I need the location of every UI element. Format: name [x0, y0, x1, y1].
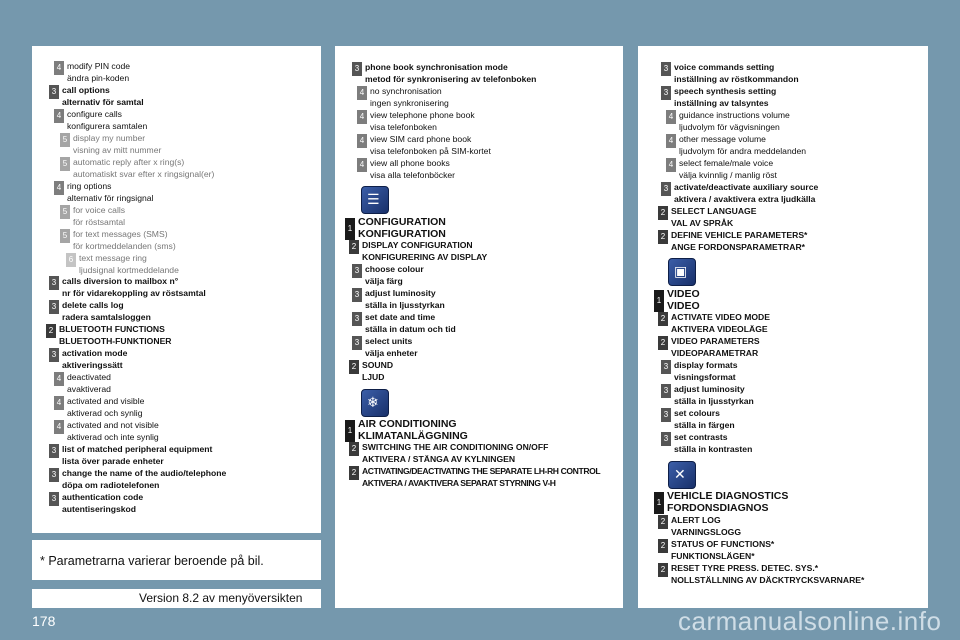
- menu-item-text: [667, 288, 700, 312]
- menu-item-english: voice commands setting: [674, 62, 775, 72]
- menu-item-english: SELECT LANGUAGE: [671, 206, 757, 216]
- menu-item-text: [370, 158, 455, 181]
- level-badge: 2: [658, 206, 668, 220]
- level-badge: 4: [357, 134, 367, 148]
- level-badge: 3: [352, 312, 362, 326]
- menu-item: [658, 515, 741, 538]
- menu-item-text: [358, 418, 468, 442]
- level-badge: 2: [349, 240, 359, 254]
- menu-item-swedish: aktiverad och synlig: [67, 407, 143, 418]
- menu-item-swedish: automatiskt svar efter x ringsignal(er): [73, 168, 215, 179]
- menu-item: [666, 134, 806, 157]
- menu-item: [349, 466, 600, 489]
- menu-item-english: SOUND: [362, 360, 394, 370]
- menu-item-english: select female/male voice: [679, 158, 774, 168]
- menu-item-english: display formats: [674, 360, 738, 370]
- level-badge: 4: [666, 158, 676, 172]
- menu-item-text: [671, 336, 760, 359]
- menu-item-text: [679, 134, 806, 157]
- menu-item-text: [67, 420, 159, 443]
- menu-item-english: activate/deactivate auxiliary source: [674, 182, 819, 192]
- menu-item: [661, 408, 735, 431]
- menu-item: [352, 288, 445, 311]
- menu-item-swedish: FORDONSDIAGNOS: [667, 502, 769, 514]
- menu-item: [352, 336, 418, 359]
- level-badge: 1: [345, 218, 355, 240]
- level-badge: 4: [357, 86, 367, 100]
- level-badge: 1: [654, 492, 664, 514]
- menu-item: [658, 563, 864, 586]
- level-badge: 6: [66, 253, 76, 267]
- menu-item-swedish: inställning av röstkommandon: [674, 73, 799, 84]
- menu-item-english: choose colour: [365, 264, 424, 274]
- menu-item-english: text message ring: [79, 253, 147, 263]
- level-badge: 3: [661, 62, 671, 76]
- menu-item-english: set date and time: [365, 312, 436, 322]
- menu-item-swedish: ingen synkronisering: [370, 97, 449, 108]
- menu-item-english: configure calls: [67, 109, 122, 119]
- menu-item-text: [674, 182, 818, 205]
- menu-item-swedish: ljudvolym för andra meddelanden: [679, 145, 807, 156]
- menu-item: [661, 182, 818, 205]
- menu-item-english: speech synthesis setting: [674, 86, 777, 96]
- menu-item-english: VEHICLE DIAGNOSTICS: [667, 490, 789, 502]
- menu-item: [666, 110, 790, 133]
- level-badge: 2: [658, 563, 668, 577]
- menu-item-swedish: BLUETOOTH-FUNKTIONER: [59, 335, 172, 346]
- level-badge: 2: [658, 336, 668, 350]
- menu-item-swedish: visa telefonboken: [370, 121, 437, 132]
- menu-item-swedish: välja kvinnlig / manlig röst: [679, 169, 777, 180]
- menu-item-swedish: metod för synkronisering av telefonboken: [365, 73, 537, 84]
- menu-item-text: [365, 312, 456, 335]
- menu-item-text: [365, 288, 445, 311]
- menu-item: [352, 312, 456, 335]
- menu-item-swedish: ANGE FORDONSPARAMETRAR*: [671, 241, 805, 252]
- menu-item: [49, 492, 143, 515]
- level-badge: 3: [661, 182, 671, 196]
- menu-item-english: view SIM card phone book: [370, 134, 472, 144]
- menu-item: [349, 360, 393, 383]
- menu-item: [349, 442, 548, 465]
- menu-item: [661, 384, 754, 407]
- level-badge: 3: [49, 444, 59, 458]
- menu-item-swedish: NOLLSTÄLLNING AV DÄCKTRYCKSVARNARE*: [671, 574, 865, 585]
- menu-item-english: select units: [365, 336, 413, 346]
- menu-item-text: [365, 264, 424, 287]
- menu-item-english: ALERT LOG: [671, 515, 721, 525]
- menu-item: [658, 206, 756, 229]
- menu-item-swedish: LJUD: [362, 371, 385, 382]
- menu-item-english: ring options: [67, 181, 112, 191]
- menu-item: [54, 396, 144, 419]
- menu-item-swedish: ställa in ljusstyrkan: [674, 395, 754, 406]
- menu-item-english: activation mode: [62, 348, 128, 358]
- menu-item: [352, 62, 536, 85]
- level-badge: 3: [661, 86, 671, 100]
- menu-item-swedish: nr för vidarekoppling av röstsamtal: [62, 287, 206, 298]
- menu-item: [357, 86, 449, 109]
- menu-item-swedish: för kortmeddelanden (sms): [73, 240, 176, 251]
- menu-item: [345, 418, 468, 442]
- menu-item-text: [365, 336, 418, 359]
- menu-item-english: display my number: [73, 133, 146, 143]
- menu-item-english: RESET TYRE PRESS. DETEC. SYS.*: [671, 563, 819, 573]
- version-footer: Version 8.2 av menyöversikten: [139, 591, 303, 605]
- menu-item-text: [671, 312, 770, 335]
- menu-item-text: [679, 110, 790, 133]
- level-badge: 2: [658, 515, 668, 529]
- menu-item-text: [67, 396, 144, 419]
- menu-item-english: automatic reply after x ring(s): [73, 157, 185, 167]
- menu-item-text: [79, 253, 179, 276]
- menu-item: [49, 300, 151, 323]
- menu-item-text: [362, 240, 487, 263]
- menu-item-swedish: konfigurera samtalen: [67, 120, 148, 131]
- menu-item-english: VIDEO PARAMETERS: [671, 336, 760, 346]
- menu-item-english: no synchronisation: [370, 86, 442, 96]
- menu-item-text: [62, 300, 151, 323]
- level-badge: 1: [654, 290, 664, 312]
- menu-item-text: [358, 216, 446, 240]
- menu-item-text: [370, 86, 449, 109]
- menu-item: [654, 288, 700, 312]
- menu-item: [349, 240, 487, 263]
- menu-item-text: [674, 86, 776, 109]
- menu-item-english: authentication code: [62, 492, 144, 502]
- menu-item-text: [674, 62, 799, 85]
- menu-item-swedish: för röstsamtal: [73, 216, 126, 227]
- menu-item: [352, 264, 424, 287]
- menu-item-swedish: aktiveringssätt: [62, 359, 123, 370]
- menu-item-text: [671, 539, 774, 562]
- menu-item-swedish: aktivera / avaktivera extra ljudkälla: [674, 193, 816, 204]
- level-badge: 4: [666, 110, 676, 124]
- menu-item-text: [671, 230, 807, 253]
- menu-item-text: [62, 348, 127, 371]
- menu-item-text: [73, 157, 214, 180]
- menu-item: [54, 372, 111, 395]
- level-badge: 2: [46, 324, 56, 338]
- level-badge: 4: [54, 181, 64, 195]
- menu-item-text: [59, 324, 172, 347]
- menu-item-english: view all phone books: [370, 158, 450, 168]
- menu-item-text: [671, 563, 864, 586]
- menu-item-english: list of matched peripheral equipment: [62, 444, 213, 454]
- settings-icon: ☰: [361, 186, 389, 214]
- menu-item-swedish: VIDEOPARAMETRAR: [671, 347, 759, 358]
- menu-item-swedish: ställa in kontrasten: [674, 443, 753, 454]
- menu-item-text: [362, 442, 548, 465]
- level-badge: 2: [658, 312, 668, 326]
- menu-item-text: [667, 490, 788, 514]
- menu-item-text: [73, 133, 161, 156]
- page-number: 178: [32, 613, 56, 629]
- menu-item-swedish: visning av mitt nummer: [73, 144, 162, 155]
- menu-item-english: STATUS OF FUNCTIONS*: [671, 539, 775, 549]
- menu-item-english: set colours: [674, 408, 720, 418]
- menu-item: [654, 490, 788, 514]
- menu-item-english: activated and visible: [67, 396, 145, 406]
- level-badge: 4: [357, 110, 367, 124]
- menu-item: [661, 360, 738, 383]
- menu-item-english: BLUETOOTH FUNCTIONS: [59, 324, 165, 334]
- menu-item: [60, 229, 176, 252]
- menu-item-english: adjust luminosity: [674, 384, 745, 394]
- level-badge: 4: [54, 61, 64, 75]
- level-badge: 2: [349, 442, 359, 456]
- menu-item-swedish: aktiverad och inte synlig: [67, 431, 159, 442]
- menu-item: [658, 312, 770, 335]
- air-conditioning-icon: ❄: [361, 389, 389, 417]
- menu-item-swedish: VARNINGSLOGG: [671, 526, 742, 537]
- menu-item-text: [62, 85, 144, 108]
- menu-item-swedish: ljudsignal kortmeddelande: [79, 264, 179, 275]
- menu-item-english: deactivated: [67, 372, 111, 382]
- video-icon: ▣: [668, 258, 696, 286]
- menu-item-swedish: visa alla telefonböcker: [370, 169, 456, 180]
- menu-item-swedish: avaktiverad: [67, 383, 111, 394]
- menu-item: [661, 62, 799, 85]
- watermark: carmanualsonline.info: [678, 606, 942, 636]
- menu-item-swedish: visningsformat: [674, 371, 736, 382]
- menu-item-english: set contrasts: [674, 432, 728, 442]
- level-badge: 3: [352, 336, 362, 350]
- level-badge: 4: [54, 109, 64, 123]
- level-badge: 3: [661, 360, 671, 374]
- level-badge: 3: [661, 384, 671, 398]
- menu-item: [658, 539, 774, 562]
- menu-item-english: phone book synchronisation mode: [365, 62, 508, 72]
- level-badge: 4: [357, 158, 367, 172]
- menu-item-text: [370, 134, 491, 157]
- menu-item-swedish: AKTIVERA / AVAKTIVERA SEPARAT STYRNING V-H: [362, 477, 556, 488]
- level-badge: 3: [49, 468, 59, 482]
- menu-item-english: ACTIVATING/DEACTIVATING THE SEPARATE LH-RH CONTROL: [362, 466, 601, 476]
- menu-item: [46, 324, 172, 347]
- tools-icon: ✕: [668, 461, 696, 489]
- menu-item-swedish: KONFIGURATION: [358, 228, 446, 240]
- menu-item-english: change the name of the audio/telephone: [62, 468, 227, 478]
- level-badge: 2: [349, 360, 359, 374]
- menu-item-swedish: välja färg: [365, 275, 403, 286]
- menu-item: [54, 109, 147, 132]
- level-badge: 2: [658, 230, 668, 244]
- menu-item-swedish: visa telefonboken på SIM-kortet: [370, 145, 491, 156]
- menu-item-text: [370, 110, 475, 133]
- menu-item-english: view telephone phone book: [370, 110, 475, 120]
- level-badge: 3: [352, 288, 362, 302]
- menu-item-swedish: AKTIVERA / STÄNGA AV KYLNINGEN: [362, 453, 516, 464]
- menu-item-text: [362, 360, 393, 383]
- level-badge: 4: [54, 372, 64, 386]
- menu-item-english: SWITCHING THE AIR CONDITIONING ON/OFF: [362, 442, 549, 452]
- menu-item-swedish: FUNKTIONSLÄGEN*: [671, 550, 755, 561]
- menu-item: [49, 85, 144, 108]
- menu-item-text: [67, 181, 153, 204]
- menu-item-text: [67, 61, 130, 84]
- menu-item-swedish: alternativ för samtal: [62, 96, 144, 107]
- menu-item-text: [365, 62, 536, 85]
- menu-item-swedish: VIDEO: [667, 300, 700, 312]
- menu-item-text: [62, 492, 143, 515]
- menu-item-swedish: välja enheter: [365, 347, 418, 358]
- menu-item-english: other message volume: [679, 134, 766, 144]
- menu-item-english: calls diversion to mailbox n°: [62, 276, 179, 286]
- menu-item: [658, 230, 807, 253]
- menu-item-swedish: ställa in färgen: [674, 419, 735, 430]
- menu-item-swedish: alternativ för ringsignal: [67, 192, 154, 203]
- menu-item: [49, 444, 212, 467]
- menu-item-text: [671, 515, 741, 538]
- level-badge: 4: [54, 396, 64, 410]
- menu-item-text: [73, 205, 125, 228]
- menu-item-text: [62, 276, 206, 299]
- menu-item-swedish: AKTIVERA VIDEOLÄGE: [671, 323, 768, 334]
- level-badge: 5: [60, 229, 70, 243]
- level-badge: 2: [658, 539, 668, 553]
- menu-item: [49, 468, 226, 491]
- menu-item-text: [671, 206, 756, 229]
- menu-item: [49, 348, 127, 371]
- menu-item-english: DISPLAY CONFIGURATION: [362, 240, 473, 250]
- menu-item: [658, 336, 760, 359]
- menu-item-swedish: ljudvolym för vägvisningen: [679, 121, 780, 132]
- level-badge: 2: [349, 466, 359, 480]
- menu-item-english: VIDEO: [667, 288, 700, 300]
- menu-item-swedish: VAL AV SPRÅK: [671, 217, 734, 228]
- menu-item: [345, 216, 446, 240]
- menu-item-english: for voice calls: [73, 205, 126, 215]
- menu-item-swedish: ställa in ljusstyrkan: [365, 299, 445, 310]
- menu-item-english: AIR CONDITIONING: [358, 418, 457, 430]
- menu-item-text: [362, 466, 600, 489]
- menu-item-text: [62, 468, 226, 491]
- menu-item-text: [67, 109, 147, 132]
- menu-item-swedish: döpa om radiotelefonen: [62, 479, 160, 490]
- menu-item: [60, 157, 214, 180]
- menu-item-swedish: ändra pin-koden: [67, 72, 130, 83]
- level-badge: 4: [54, 420, 64, 434]
- menu-item-english: modify PIN code: [67, 61, 131, 71]
- menu-item: [60, 205, 125, 228]
- menu-item-swedish: radera samtalsloggen: [62, 311, 151, 322]
- level-badge: 3: [661, 432, 671, 446]
- menu-item-swedish: ställa in datum och tid: [365, 323, 456, 334]
- parameters-note: * Parametrarna varierar beroende på bil.: [40, 554, 264, 568]
- level-badge: 1: [345, 420, 355, 442]
- menu-item-swedish: lista över parade enheter: [62, 455, 164, 466]
- level-badge: 4: [666, 134, 676, 148]
- level-badge: 3: [352, 264, 362, 278]
- menu-item-text: [73, 229, 176, 252]
- menu-item: [357, 134, 491, 157]
- menu-item-text: [679, 158, 777, 181]
- level-badge: 3: [49, 492, 59, 506]
- menu-item-swedish: autentiseringskod: [62, 503, 137, 514]
- menu-item-english: ACTIVATE VIDEO MODE: [671, 312, 770, 322]
- level-badge: 5: [60, 133, 70, 147]
- level-badge: 3: [49, 276, 59, 290]
- menu-item: [60, 133, 161, 156]
- menu-item-text: [67, 372, 111, 395]
- menu-item-english: DEFINE VEHICLE PARAMETERS*: [671, 230, 808, 240]
- menu-item-english: guidance instructions volume: [679, 110, 790, 120]
- menu-item-english: call options: [62, 85, 110, 95]
- menu-item: [49, 276, 206, 299]
- menu-item: [54, 61, 130, 84]
- menu-item-swedish: KLIMATANLÄGGNING: [358, 430, 468, 442]
- level-badge: 3: [352, 62, 362, 76]
- menu-item-text: [674, 408, 735, 431]
- menu-item: [66, 253, 179, 276]
- level-badge: 5: [60, 157, 70, 171]
- menu-item: [357, 110, 475, 133]
- menu-item: [54, 181, 153, 204]
- menu-item: [357, 158, 455, 181]
- menu-item-text: [62, 444, 212, 467]
- menu-item-text: [674, 432, 752, 455]
- menu-item: [661, 432, 752, 455]
- menu-item: [54, 420, 159, 443]
- level-badge: 5: [60, 205, 70, 219]
- menu-item: [661, 86, 776, 109]
- menu-item-english: delete calls log: [62, 300, 124, 310]
- menu-item: [666, 158, 777, 181]
- menu-item-text: [674, 360, 738, 383]
- level-badge: 3: [49, 300, 59, 314]
- menu-item-english: CONFIGURATION: [358, 216, 446, 228]
- level-badge: 3: [49, 85, 59, 99]
- menu-item-english: activated and not visible: [67, 420, 159, 430]
- menu-item-english: adjust luminosity: [365, 288, 436, 298]
- menu-item-swedish: inställning av talsyntes: [674, 97, 769, 108]
- menu-item-english: for text messages (SMS): [73, 229, 168, 239]
- level-badge: 3: [49, 348, 59, 362]
- menu-item-swedish: KONFIGURERING AV DISPLAY: [362, 251, 488, 262]
- menu-item-text: [674, 384, 754, 407]
- level-badge: 3: [661, 408, 671, 422]
